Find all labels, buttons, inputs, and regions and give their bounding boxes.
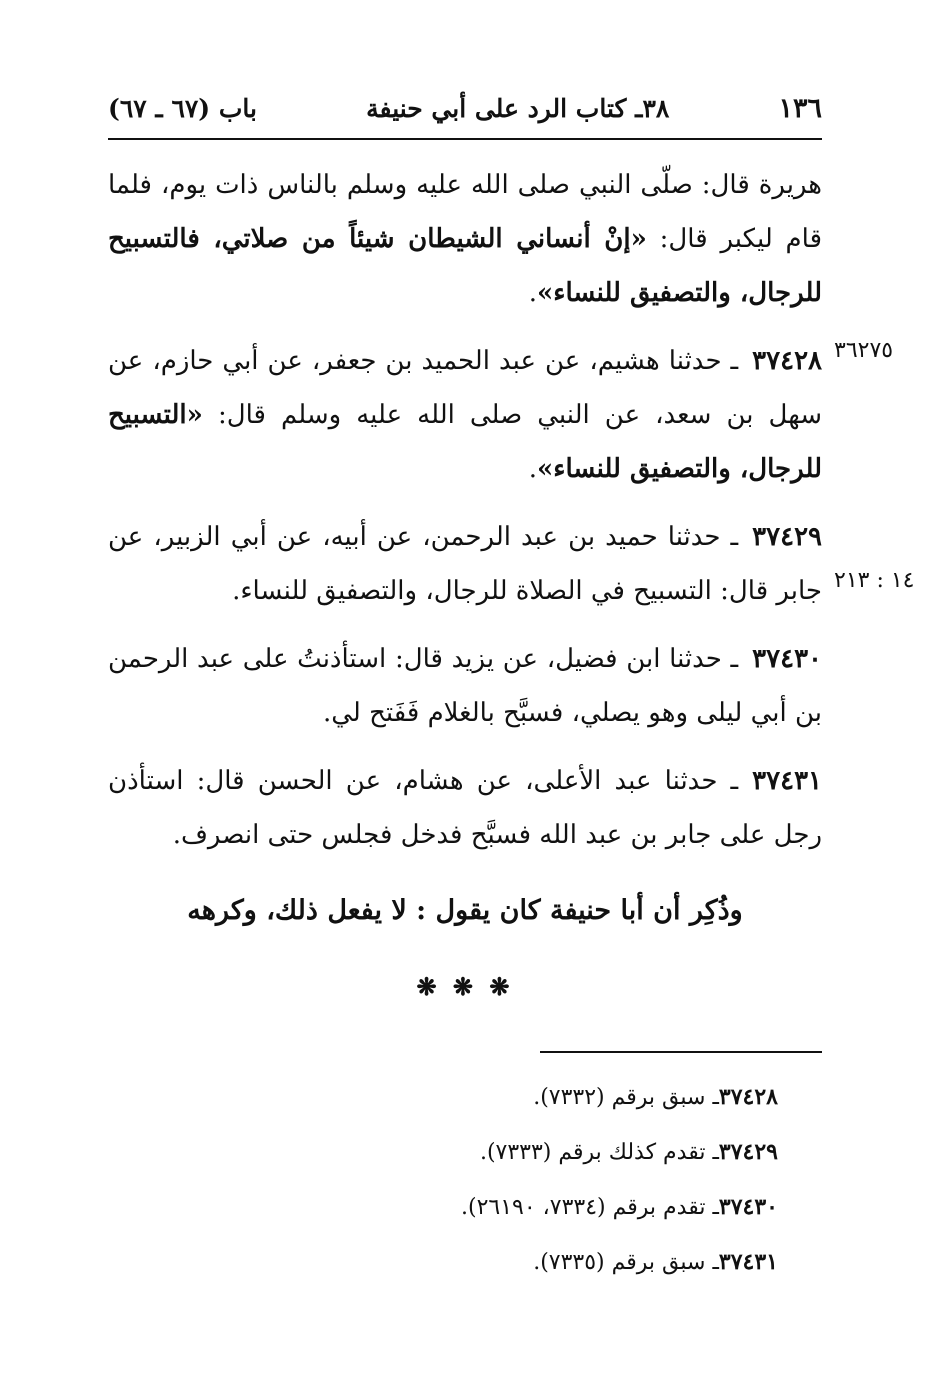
paragraph-tail: . bbox=[528, 278, 537, 308]
paragraph-quote: «إنْ أنساني الشيطان شيئاً من صلاتي، فالتسبيح للرجال، والتصفيق للنساء» bbox=[108, 224, 822, 308]
hadith-entry bbox=[108, 632, 822, 740]
hadith-number: ٣٧٤٢٨ bbox=[752, 346, 822, 376]
hadith-body: ـ حدثنا ابن فضيل، عن يزيد قال: استأذنتُ على عبد الرحمن بن أبي ليلى وهو يصلي، فسبَّح بالغلام فَفَتح لي. bbox=[108, 644, 822, 728]
footnote-item bbox=[108, 1235, 778, 1290]
footnote-divider bbox=[540, 1051, 822, 1053]
page-body bbox=[108, 158, 915, 1001]
footnote-number: ٣٧٤٢٩ bbox=[718, 1139, 778, 1165]
continued-paragraph bbox=[108, 158, 822, 320]
footnote-text: ـ سبق برقم (٧٣٣٥). bbox=[533, 1250, 719, 1275]
hadith-number: ٣٧٤٢٩ bbox=[752, 522, 822, 552]
footnote-item bbox=[108, 1070, 778, 1125]
hadith-tail: . bbox=[528, 454, 537, 484]
footnote-text: ـ سبق برقم (٧٣٣٢). bbox=[533, 1085, 719, 1110]
hadith-entry bbox=[108, 334, 894, 496]
hadith-number: ٣٧٤٣٠ bbox=[752, 644, 822, 674]
hadith-text bbox=[108, 632, 822, 740]
margin-reference: ١٤ : ٢١٣ bbox=[834, 568, 915, 593]
footnote-number: ٣٧٤٣٠ bbox=[718, 1194, 778, 1220]
closing-statement: وذُكِر أن أبا حنيفة كان يقول : لا يفعل ذلك، وكرهه bbox=[187, 895, 743, 926]
footnote-text: ـ تقدم برقم (٧٣٣٤، ٢٦١٩٠). bbox=[461, 1195, 719, 1220]
hadith-text bbox=[108, 754, 822, 862]
header-divider bbox=[108, 138, 822, 140]
book-title: ٣٨ـ كتاب الرد على أبي حنيفة bbox=[366, 93, 670, 123]
page-number: ١٣٦ bbox=[778, 92, 822, 124]
chapter-label: باب (٦٧ ـ ٦٧) bbox=[108, 93, 257, 123]
paragraph-text: هريرة قال: صلّى النبي صلى الله عليه وسلم بالناس ذات يوم، فلما قام ليكبر قال: bbox=[108, 170, 823, 254]
hadith-quote: «التسبيح للرجال، والتصفيق للنساء» bbox=[108, 400, 822, 484]
hadith-body: ـ حدثنا هشيم، عن عبد الحميد بن جعفر، عن أبي حازم، عن سهل بن سعد، عن النبي صلى الله عليه وسلم قال: bbox=[108, 346, 822, 430]
footnote-number: ٣٧٤٣١ bbox=[718, 1249, 778, 1275]
hadith-text bbox=[108, 334, 822, 496]
margin-reference: ٣٦٢٧٥ bbox=[834, 338, 894, 363]
section-separator: ❋ ❋ ❋ bbox=[416, 972, 514, 1001]
footnote-item bbox=[108, 1180, 778, 1235]
hadith-text bbox=[108, 510, 822, 618]
footnote-text: ـ تقدم كذلك برقم (٧٣٣٣). bbox=[479, 1140, 719, 1165]
hadith-entry bbox=[108, 754, 822, 862]
hadith-body: ـ حدثنا حميد بن عبد الرحمن، عن أبيه، عن أبي الزبير، عن جابر قال: التسبيح في الصلاة للرجال، والتصفيق للنساء. bbox=[108, 522, 822, 606]
hadith-body: ـ حدثنا عبد الأعلى، عن هشام، عن الحسن قال: استأذن رجل على جابر بن عبد الله فسبَّح فدخل فجلس حتى انصرف. bbox=[108, 766, 822, 850]
hadith-entry bbox=[108, 510, 915, 618]
hadith-number: ٣٧٤٣١ bbox=[752, 766, 822, 796]
footnotes bbox=[108, 1070, 778, 1290]
footnote-item bbox=[108, 1125, 778, 1180]
footnote-number: ٣٧٤٢٨ bbox=[718, 1084, 778, 1110]
page-header bbox=[108, 88, 822, 128]
